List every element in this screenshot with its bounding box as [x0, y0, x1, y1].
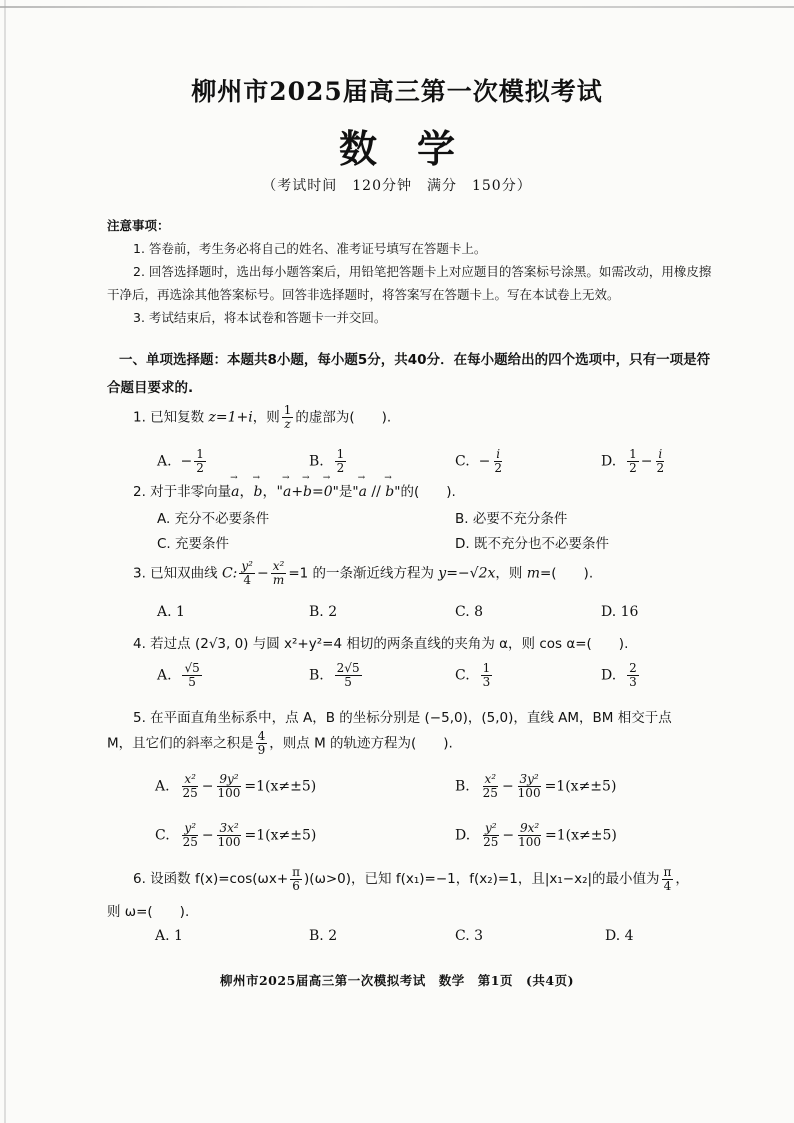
- question-5-option-b: B. $\frac{\text{x²}}{25}$ − $\frac{\text{3y²}}{100}$ =1(x≠±5): [455, 772, 617, 800]
- question-2-option-b: B. 必要不充分条件: [455, 511, 568, 527]
- question-1-option-c: C. − $\frac{i}{2}$: [455, 447, 502, 475]
- question-6-option-d: D. 4: [605, 928, 634, 944]
- question-4-option-c: C. $\frac{1}{3}$: [455, 661, 491, 689]
- question-5-stem-line1: 5. 在平面直角坐标系中，点 A，B 的坐标分别是 (−5,0)，(5,0)，直线 AM，BM 相交于点: [133, 710, 672, 726]
- question-6-option-a: A. 1: [155, 928, 183, 944]
- notice-block: [107, 214, 717, 329]
- exam-info: （考试时间 120分钟 满分 150分）: [262, 178, 532, 194]
- subject-title: 数学: [338, 126, 495, 171]
- question-2-option-a: A. 充分不必要条件: [157, 511, 270, 527]
- question-3-option-d: D. 16: [601, 604, 639, 620]
- question-6-option-b: B. 2: [309, 928, 338, 944]
- question-1-option-a: A. − $\frac{1}{2}$: [157, 447, 204, 475]
- question-2-option-d: D. 既不充分也不必要条件: [455, 536, 609, 552]
- notice-heading: 注意事项：: [107, 218, 170, 233]
- question-1-option-d: D. $\frac{1}{2}$ − $\frac{i}{2}$: [601, 447, 665, 475]
- question-1-option-b: B. $\frac{1}{2}$: [309, 447, 345, 475]
- question-3-option-b: B. 2: [309, 604, 338, 620]
- question-5-option-a: A. $\frac{\text{x²}}{25}$ − $\frac{\text{9y²}}{100}$ =1(x≠±5): [155, 772, 317, 800]
- section-heading: 一、单项选择题：本题共8小题，每小题5分，共40分．在每小题给出的四个选项中，只有一项是符合题目要求的.: [107, 352, 711, 396]
- question-6-stem-line2: 则 ω=( ).: [107, 904, 190, 920]
- notice-item: 1. 答卷前，考生务必将自己的姓名、准考证号填写在答题卡上。: [133, 241, 487, 256]
- question-6-option-c: C. 3: [455, 928, 484, 944]
- notice-item: 3. 考试结束后，将本试卷和答题卡一并交回。: [133, 310, 387, 325]
- question-1-stem: 1. 已知复数 z=1+i，则 $\frac{1}{z}$ 的虚部为( ).: [133, 403, 392, 431]
- question-4-option-a: A. $\frac{√5}{5}$: [157, 661, 200, 689]
- exam-title: 柳州市2025届高三第一次模拟考试: [191, 77, 603, 106]
- page-footer: 柳州市2025届高三第一次模拟考试 数学 第1页 (共4页): [219, 973, 574, 988]
- question-2-stem: 2. 对于非零向量→ a，→ b，"→ a+→ b=→ 0"是"→ a // → b"的( ).: [133, 480, 456, 501]
- question-4-option-b: B. $\frac{2√5}{5}$: [309, 661, 360, 689]
- question-5-option-c: C. $\frac{\text{y²}}{25}$ − $\frac{\text{3x²}}{100}$ =1(x≠±5): [155, 821, 317, 849]
- question-3-stem: 3. 已知双曲线 C: $\frac{\text{y²}}{4}$ − $\frac{\text{x²}}{m}$ =1 的一条渐近线方程为 y=−√2x，则 m=( ).: [133, 559, 594, 587]
- question-3-option-a: A. 1: [157, 604, 185, 620]
- question-4-stem: 4. 若过点 (2√3, 0) 与圆 x²+y²=4 相切的两条直线的夹角为 α，则 cos α=( ).: [133, 636, 629, 652]
- question-4-option-d: D. $\frac{2}{3}$: [601, 661, 637, 689]
- question-2-option-c: C. 充要条件: [157, 536, 230, 552]
- scan-edge-top: [0, 6, 794, 8]
- question-5-option-d: D. $\frac{\text{y²}}{25}$ − $\frac{\text{9x²}}{100}$ =1(x≠±5): [455, 821, 617, 849]
- notice-item: 2. 回答选择题时，选出每小题答案后，用铅笔把答题卡上对应题目的答案标号涂黑。如需改动，用橡皮擦干净后，再选涂其他答案标号。回答非选择题时，将答案写在答题卡上。写在本试卷上无效。: [107, 264, 712, 302]
- question-5-stem-line2: M，且它们的斜率之积是 $\frac{4}{9}$ ，则点 M 的轨迹方程为( ).: [107, 729, 453, 757]
- question-6-stem-line1: 6. 设函数 f(x)=cos(ωx+ $\frac{\pi}{6}$ )(ω>0)，已知 f(x₁)=−1，f(x₂)=1，且|x₁−x₂|的最小值为 $\frac{\pi}{4}$ ，: [133, 865, 689, 893]
- question-3-option-c: C. 8: [455, 604, 484, 620]
